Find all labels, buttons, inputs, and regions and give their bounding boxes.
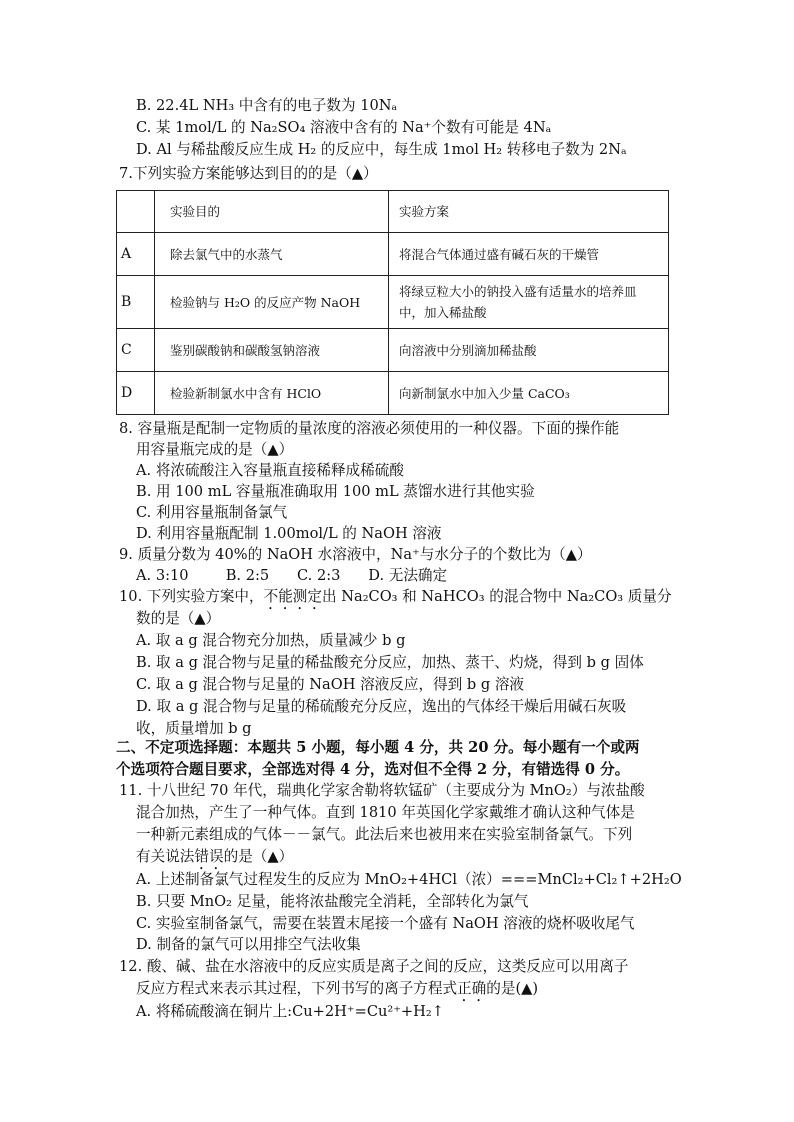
q6-option-c: C. 某 1mol/L 的 Na₂SO₄ 溶液中含有的 Na⁺个数有可能是 4Nₐ xyxy=(136,119,552,136)
plan-line: 将混合气体通过盛有碱石灰的干燥管 xyxy=(399,246,600,262)
q10-stem-emphasis: 不能测定 xyxy=(263,588,322,605)
q8-option-d: D. 利用容量瓶配制 1.00mol/L 的 NaOH 溶液 xyxy=(136,525,442,542)
table-cell-plan xyxy=(389,276,669,329)
q11-stem-line3: 一种新元素组成的气体－－氯气。此法后来也被用来在实验室制备氯气。下列 xyxy=(136,826,633,843)
table-cell-plan xyxy=(389,329,669,372)
q11-option-b: B. 只要 MnO₂ 足量，能将浓盐酸完全消耗，全部转化为氯气 xyxy=(136,893,529,910)
table-cell-purpose: 除去氯气中的水蒸气 xyxy=(155,233,389,276)
plan-line: 向溶液中分别滴加稀盐酸 xyxy=(399,342,537,358)
table-cell-purpose: 检验钠与 H₂O 的反应产物 NaOH xyxy=(155,276,389,329)
q10-stem-line2: 数的是（▲） xyxy=(136,610,221,627)
table-cell-purpose: 检验新制氯水中含有 HClO xyxy=(155,372,389,415)
q11-option-a: A. 上述制备氯气过程发生的反应为 MnO₂+4HCl（浓）===MnCl₂+Cl₂↑+2H₂O xyxy=(136,871,682,888)
q11-stem-emphasis: 错误 xyxy=(194,848,224,865)
table-cell-key: A xyxy=(117,233,155,276)
q8-option-b: B. 用 100 mL 容量瓶准确取用 100 mL 蒸馏水进行其他实验 xyxy=(136,483,535,500)
table-row xyxy=(117,372,669,415)
q6-option-b: B. 22.4L NH₃ 中含有的电子数为 10Nₐ xyxy=(136,97,398,114)
q7-stem: 7.下列实验方案能够达到目的的是（▲） xyxy=(119,165,378,182)
plan-line: 向新制氯水中加入少量 CaCO₃ xyxy=(399,385,570,401)
table-row xyxy=(117,329,669,372)
table-cell-plan xyxy=(389,372,669,415)
q12-stem-post: 的是(▲) xyxy=(486,980,539,997)
q8-option-a: A. 将浓硫酸注入容量瓶直接稀释成稀硫酸 xyxy=(136,462,404,479)
q12-stem-pre: 反应方程式来表示其过程，下列书写的离子方程式 xyxy=(136,980,458,997)
plan-line: 将绿豆粒大小的钠投入盛有适量水的培养皿 xyxy=(399,284,637,299)
table-cell-plan xyxy=(389,233,669,276)
q9-options: A. 3:10 B. 2:5 C. 2:3 D. 无法确定 xyxy=(136,567,448,584)
q11-option-d: D. 制备的氯气可以用排空气法收集 xyxy=(136,936,361,953)
table-header-cell: 实验目的 xyxy=(155,191,389,233)
q10-option-a: A. 取 a g 混合物充分加热，质量减少 b g xyxy=(136,632,406,649)
table-cell-key: C xyxy=(117,329,155,372)
table-header-row xyxy=(117,191,669,233)
q11-stem-line2: 混合加热，产生了一种气体。直到 1810 年英国化学家戴维才确认这种气体是 xyxy=(136,804,635,821)
q8-stem-line1: 8. 容量瓶是配制一定物质的量浓度的溶液必须使用的一种仪器。下面的操作能 xyxy=(119,420,620,437)
q10-stem-pre: 10. 下列实验方案中， xyxy=(119,588,264,605)
section2-heading-line1: 二、不定项选择题：本题共 5 小题，每小题 4 分，共 20 分。每小题有一个或两 xyxy=(116,739,640,756)
q10-stem-post: 出 Na₂CO₃ 和 NaHCO₃ 的混合物中 Na₂CO₃ 质量分 xyxy=(322,588,672,605)
section2-heading-line2: 个选项符合题目要求，全部选对得 4 分，选对但不全得 2 分，有错选得 0 分。 xyxy=(116,761,630,778)
table-cell-key: B xyxy=(117,276,155,329)
table-header-cell: 实验方案 xyxy=(389,191,669,233)
q10-option-d-line2: 收，质量增加 b g xyxy=(136,720,252,737)
q11-stem-post: 的是（▲） xyxy=(223,848,294,865)
q10-option-b: B. 取 a g 混合物与足量的稀盐酸充分反应，加热、蒸干、灼烧，得到 b g 固体 xyxy=(136,654,644,671)
q8-stem-line2: 用容量瓶完成的是（▲） xyxy=(136,441,294,458)
table-cell-purpose: 鉴别碳酸钠和碳酸氢钠溶液 xyxy=(155,329,389,372)
q11-stem-pre: 有关说法 xyxy=(136,848,195,865)
q12-stem-line1: 12. 酸、碱、盐在水溶液中的反应实质是离子之间的反应，这类反应可以用离子 xyxy=(119,958,629,975)
q12-option-a: A. 将稀硫酸滴在铜片上:Cu+2H⁺=Cu²⁺+H₂↑ xyxy=(136,1003,444,1020)
q11-option-c: C. 实验室制备氯气，需要在装置末尾接一个盛有 NaOH 溶液的烧杯吸收尾气 xyxy=(136,915,635,932)
q10-option-c: C. 取 a g 混合物与足量的 NaOH 溶液反应，得到 b g 溶液 xyxy=(136,676,525,693)
q6-option-d: D. Al 与稀盐酸反应生成 H₂ 的反应中，每生成 1mol H₂ 转移电子数为 2Nₐ xyxy=(136,141,627,158)
table-cell-key: D xyxy=(117,372,155,415)
q10-option-d-line1: D. 取 a g 混合物与足量的稀硫酸充分反应，逸出的气体经干燥后用碱石灰吸 xyxy=(136,698,627,715)
q9-stem: 9. 质量分数为 40%的 NaOH 水溶液中，Na⁺与水分子的个数比为（▲） xyxy=(119,546,592,563)
plan-line: 中，加入稀盐酸 xyxy=(399,305,487,320)
table-row xyxy=(117,276,669,329)
q7-table xyxy=(116,190,669,415)
q11-stem-line1: 11. 十八世纪 70 年代，瑞典化学家舍勒将软锰矿（主要成分为 MnO₂）与浓盐酸 xyxy=(119,782,645,799)
q12-stem-emphasis: 正确 xyxy=(457,980,487,997)
table-row xyxy=(117,233,669,276)
q8-option-c: C. 利用容量瓶制备氯气 xyxy=(136,504,288,521)
table-header-cell xyxy=(117,191,155,233)
